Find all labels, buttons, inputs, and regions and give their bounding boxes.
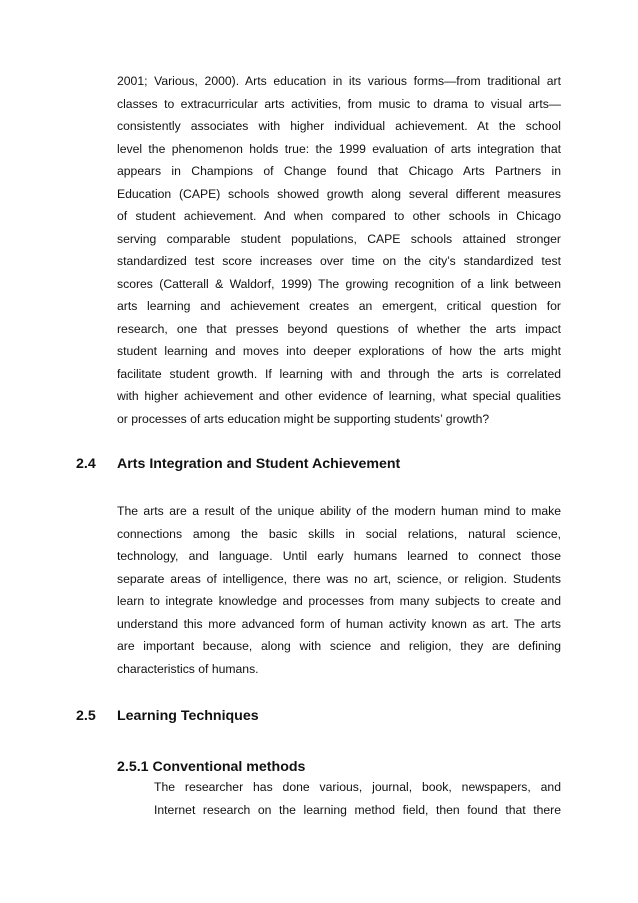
- text-line: arts learning and achievement creates an emergent, critical question for: [117, 299, 561, 313]
- section-title: Arts Integration and Student Achievement: [117, 456, 401, 472]
- text-line: appears in Champions of Change found that Chicago Arts Partners in: [117, 164, 561, 178]
- section-title: Learning Techniques: [117, 708, 259, 724]
- text-line: scores (Catterall & Waldorf, 1999) The growing recognition of a link between: [117, 276, 561, 291]
- text-line: facilitate student growth. If learning with and through the arts is correlated: [117, 366, 561, 381]
- subsection-heading-2-5-1: 2.5.1 Conventional methods: [117, 759, 306, 775]
- section-number: 2.4: [76, 456, 96, 472]
- text-line: connections among the basic skills in social relations, natural science,: [117, 526, 561, 541]
- text-line: separate areas of intelligence, there was no art, science, or religion. Students: [117, 571, 561, 586]
- text-line: understand this more advanced form of human activity known as art. The arts: [117, 616, 561, 631]
- section-number: 2.5: [76, 708, 96, 724]
- text-line: learn to integrate knowledge and processes from many subjects to create and: [117, 594, 561, 608]
- text-line: are important because, along with science and religion, they are defining: [117, 639, 561, 653]
- text-line: of student achievement. And when compared to other schools in Chicago: [117, 209, 561, 223]
- text-line: The arts are a result of the unique ability of the modern human mind to make: [117, 504, 561, 518]
- text-line: Education (CAPE) schools showed growth along several different measures: [117, 186, 561, 201]
- text-line: standardized test score increases over time on the city’s standardized test: [117, 254, 561, 268]
- body-paragraph-2-4: [117, 500, 561, 680]
- text-line: serving comparable student populations, CAPE schools attained stronger: [117, 231, 561, 246]
- text-line: characteristics of humans.: [117, 661, 259, 676]
- body-paragraph-1: [117, 70, 561, 430]
- text-line: consistently associates with higher individual achievement. At the school: [117, 119, 561, 133]
- section-heading-2-5: [76, 706, 259, 726]
- text-line: classes to extracurricular arts activities, from music to drama to visual arts—: [117, 96, 561, 111]
- text-line: 2001; Various, 2000). Arts education in its various forms—from traditional art: [117, 74, 561, 88]
- text-line: with higher achievement and other evidence of learning, what special qualities: [117, 389, 561, 403]
- text-line: student learning and moves into deeper explorations of how the arts might: [117, 344, 561, 358]
- body-paragraph-2-5-1: [154, 776, 561, 821]
- text-line: level the phenomenon holds true: the 1999 evaluation of arts integration that: [117, 141, 561, 156]
- text-line: research, one that presses beyond questions of whether the arts impact: [117, 321, 561, 336]
- text-line: Internet research on the learning method field, then found that there: [154, 802, 561, 817]
- section-heading-2-4: [76, 454, 400, 474]
- text-line: The researcher has done various, journal, book, newspapers, and: [154, 780, 561, 794]
- text-line: technology, and language. Until early humans learned to connect those: [117, 549, 561, 563]
- text-line: or processes of arts education might be supporting students’ growth?: [117, 411, 490, 426]
